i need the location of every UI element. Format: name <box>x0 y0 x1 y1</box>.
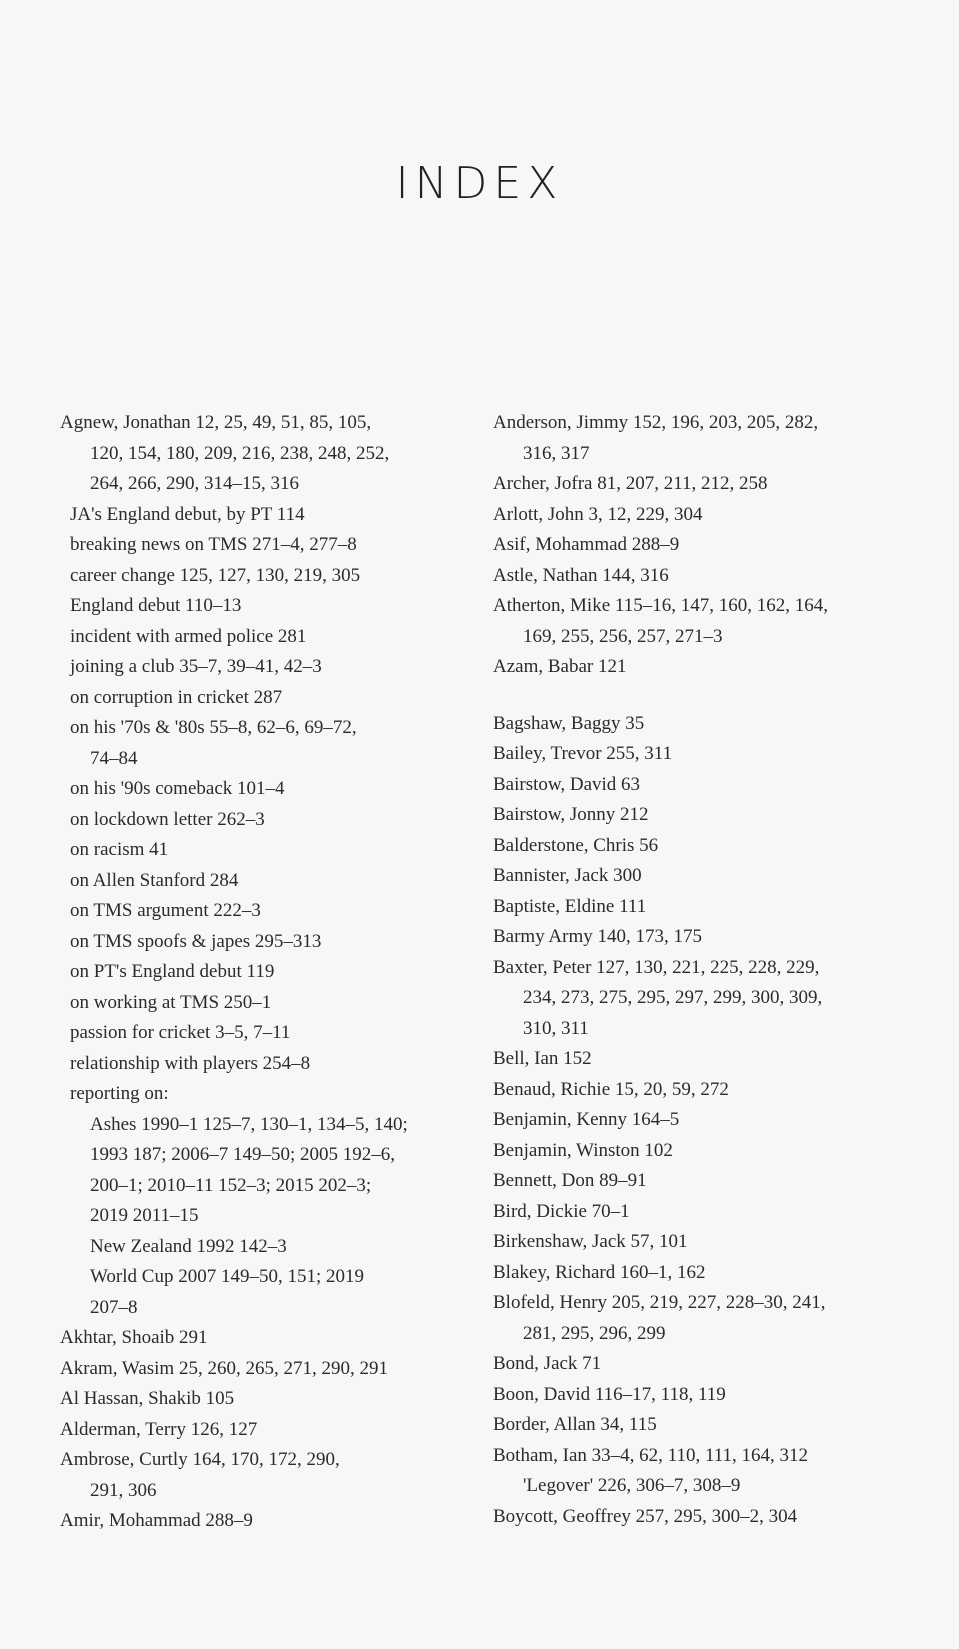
index-entry: Al Hassan, Shakib 105 <box>60 1388 235 1409</box>
index-entry: Agnew, Jonathan 12, 25, 49, 51, 85, 105, <box>60 412 372 433</box>
index-entry: Anderson, Jimmy 152, 196, 203, 205, 282, <box>493 412 819 433</box>
index-entry: Bairstow, David 63 <box>493 773 641 795</box>
index-entry-continuation: 264, 266, 290, 314–15, 316 <box>90 473 299 494</box>
index-entry: Bannister, Jack 300 <box>493 865 642 886</box>
index-subentry: on racism 41 <box>70 839 169 860</box>
index-entry: Barmy Army 140, 173, 175 <box>493 926 702 947</box>
index-subentry: breaking news on TMS 271–4, 277–8 <box>70 534 357 555</box>
page-title: INDEX <box>395 158 564 209</box>
index-entry: Bairstow, Jonny 212 <box>493 804 649 825</box>
index-entry-continuation: 207–8 <box>90 1296 138 1318</box>
index-subentry: incident with armed police 281 <box>70 625 307 647</box>
index-subentry: on corruption in cricket 287 <box>70 686 283 708</box>
index-entry-continuation: 120, 154, 180, 209, 216, 238, 248, 252, <box>90 442 390 464</box>
index-subentry: on his '70s & '80s 55–8, 62–6, 69–72, <box>70 717 357 738</box>
index-entry: Botham, Ian 33–4, 62, 110, 111, 164, 312 <box>493 1444 809 1466</box>
index-subentry: on TMS argument 222–3 <box>70 900 261 921</box>
index-subentry: on Allen Stanford 284 <box>70 869 239 891</box>
index-column-right <box>493 408 913 1532</box>
letter-group-gap <box>493 683 913 709</box>
index-entry: Bell, Ian 152 <box>493 1048 592 1069</box>
index-entry: Boon, David 116–17, 118, 119 <box>493 1383 726 1405</box>
index-entry-continuation: 316, 317 <box>523 442 590 464</box>
index-entry: Arlott, John 3, 12, 229, 304 <box>493 503 703 525</box>
index-entry-continuation: World Cup 2007 149–50, 151; 2019 <box>90 1266 364 1287</box>
index-entry: Atherton, Mike 115–16, 147, 160, 162, 164, <box>493 595 828 616</box>
index-entry: Akhtar, Shoaib 291 <box>60 1327 208 1348</box>
index-entry: Border, Allan 34, 115 <box>493 1414 657 1435</box>
index-subentry: on his '90s comeback 101–4 <box>70 778 285 799</box>
index-entry: Bird, Dickie 70–1 <box>493 1200 630 1222</box>
index-entry: Bennett, Don 89–91 <box>493 1170 647 1191</box>
index-entry: Baptiste, Eldine 111 <box>493 895 647 917</box>
index-entry-continuation: 169, 255, 256, 257, 271–3 <box>523 625 723 647</box>
index-entry: Blakey, Richard 160–1, 162 <box>493 1261 706 1283</box>
index-entry: Astle, Nathan 144, 316 <box>493 564 669 586</box>
index-subentry: relationship with players 254–8 <box>70 1052 311 1074</box>
index-entry: Ambrose, Curtly 164, 170, 172, 290, <box>60 1449 340 1470</box>
index-entry: Benaud, Richie 15, 20, 59, 272 <box>493 1078 729 1100</box>
index-column-left <box>60 408 480 1537</box>
index-entry-continuation: 291, 306 <box>90 1479 157 1501</box>
index-entry: Blofeld, Henry 205, 219, 227, 228–30, 241, <box>493 1292 826 1313</box>
index-subentry: passion for cricket 3–5, 7–11 <box>70 1022 291 1043</box>
index-entry-continuation: 74–84 <box>90 747 138 769</box>
index-entry-continuation: 310, 311 <box>523 1017 589 1039</box>
index-entry: Boycott, Geoffrey 257, 295, 300–2, 304 <box>493 1505 798 1527</box>
index-subentry: on lockdown letter 262–3 <box>70 808 265 830</box>
index-subentry: JA's England debut, by PT 114 <box>70 503 305 525</box>
index-subentry: on TMS spoofs & japes 295–313 <box>70 930 322 952</box>
index-entry: Akram, Wasim 25, 260, 265, 271, 290, 291 <box>60 1357 388 1379</box>
index-entry: Bond, Jack 71 <box>493 1353 602 1374</box>
index-entry: Amir, Mohammad 288–9 <box>60 1510 253 1531</box>
index-entry: Bailey, Trevor 255, 311 <box>493 743 673 764</box>
index-entry-continuation: 234, 273, 275, 295, 297, 299, 300, 309, <box>523 987 823 1008</box>
index-entry-continuation: New Zealand 1992 142–3 <box>90 1235 287 1257</box>
index-entry-continuation: 1993 187; 2006–7 149–50; 2005 192–6, <box>90 1144 396 1165</box>
index-entry: Birkenshaw, Jack 57, 101 <box>493 1231 688 1252</box>
index-entry-continuation: 'Legover' 226, 306–7, 308–9 <box>523 1475 741 1496</box>
index-entry-continuation: Ashes 1990–1 125–7, 130–1, 134–5, 140; <box>90 1113 408 1135</box>
index-entry: Balderstone, Chris 56 <box>493 834 659 856</box>
index-subentry: joining a club 35–7, 39–41, 42–3 <box>70 656 322 677</box>
index-entry: Bagshaw, Baggy 35 <box>493 712 645 734</box>
index-entry: Benjamin, Winston 102 <box>493 1139 673 1161</box>
index-entry: Asif, Mohammad 288–9 <box>493 534 680 555</box>
index-entry-continuation: 281, 295, 296, 299 <box>523 1322 666 1344</box>
index-entry-continuation: 200–1; 2010–11 152–3; 2015 202–3; <box>90 1174 372 1196</box>
index-entry-continuation: 2019 2011–15 <box>90 1205 199 1226</box>
index-entry: Archer, Jofra 81, 207, 211, 212, 258 <box>493 473 768 494</box>
index-entry: Benjamin, Kenny 164–5 <box>493 1109 680 1130</box>
index-subentry: on working at TMS 250–1 <box>70 991 272 1013</box>
index-entry: Azam, Babar 121 <box>493 656 627 677</box>
index-subentry: career change 125, 127, 130, 219, 305 <box>70 564 361 586</box>
index-subentry: England debut 110–13 <box>70 595 242 616</box>
index-subentry: on PT's England debut 119 <box>70 961 275 982</box>
index-subentry: reporting on: <box>70 1083 169 1104</box>
index-entry: Baxter, Peter 127, 130, 221, 225, 228, 229, <box>493 956 820 978</box>
index-entry: Alderman, Terry 126, 127 <box>60 1418 258 1440</box>
